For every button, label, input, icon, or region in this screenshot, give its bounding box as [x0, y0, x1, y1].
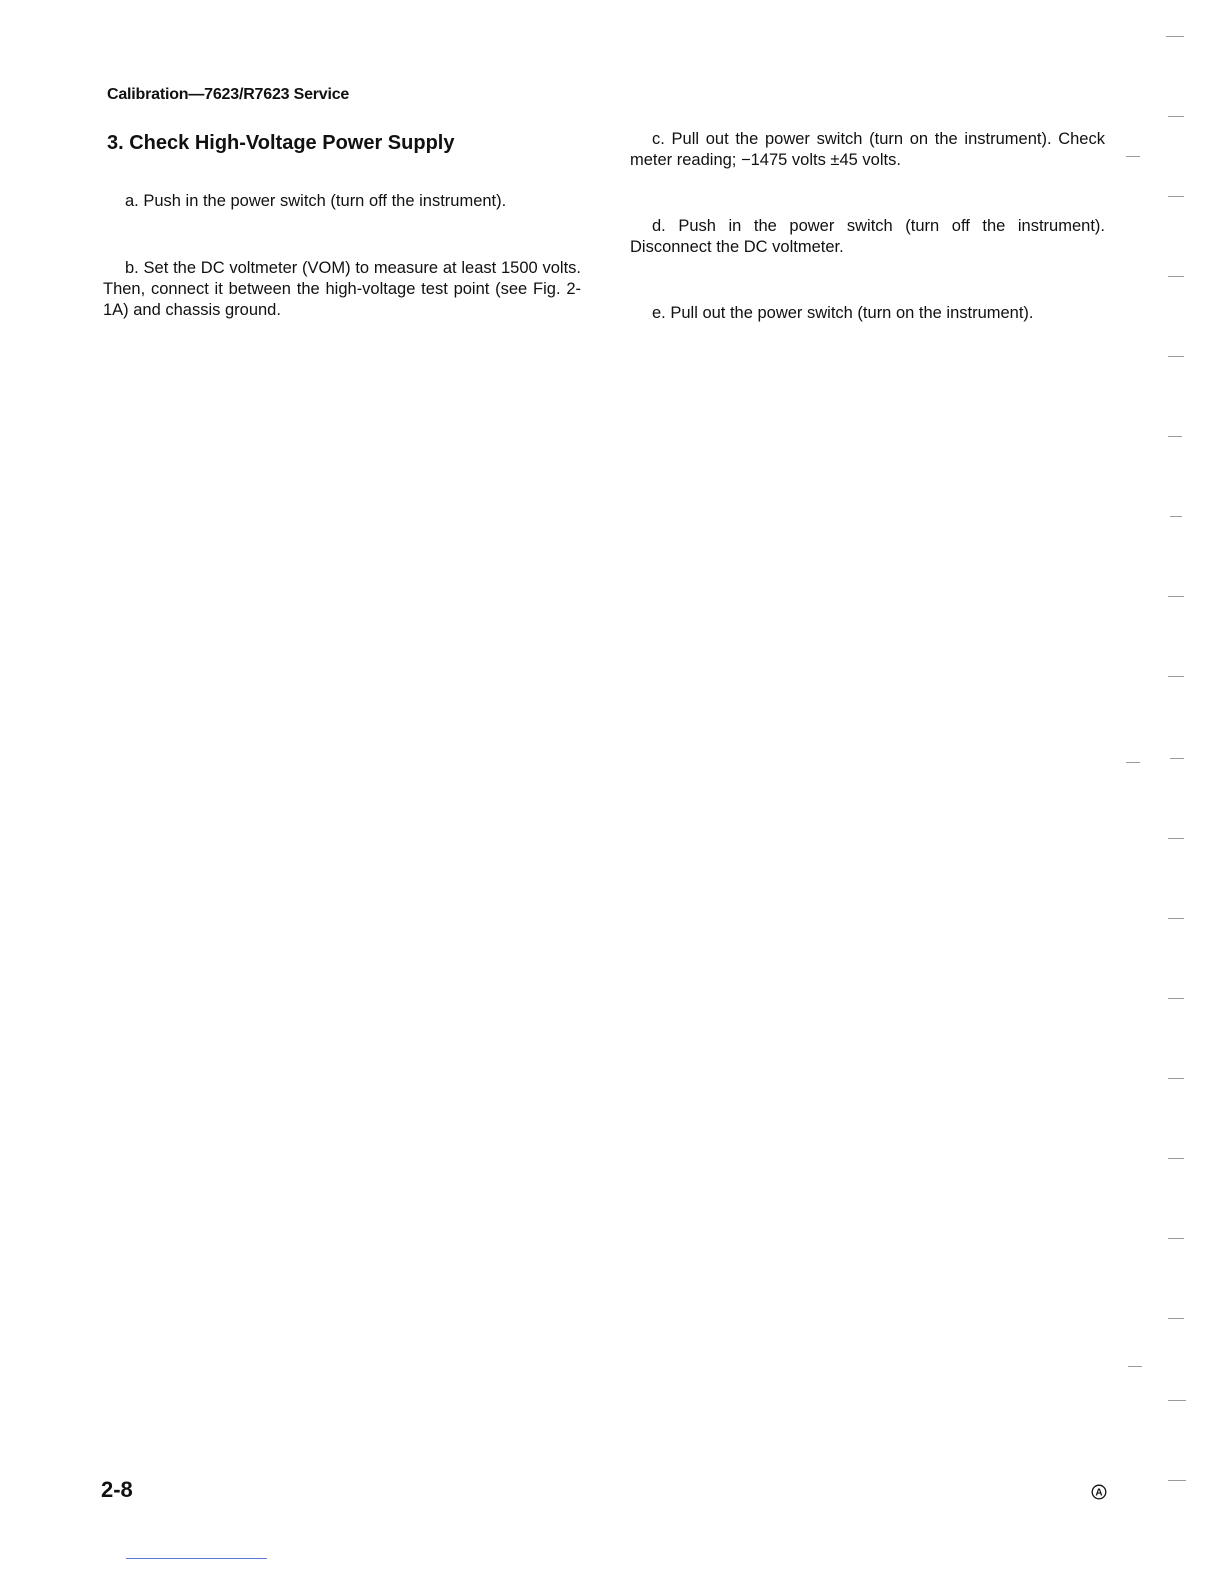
step-b: b. Set the DC voltmeter (VOM) to measure at least 1500 volts. Then, connect it between the high-voltage test point (see Fig. 2-1A) and chassis ground. — [103, 259, 581, 319]
section-title: 3. Check High-Voltage Power Supply — [107, 132, 455, 154]
step-c: c. Pull out the power switch (turn on the instrument). Check meter reading; −1475 volts ±45 volts. — [630, 130, 1105, 169]
step-d: d. Push in the power switch (turn off the instrument). Disconnect the DC voltmeter. — [630, 217, 1105, 256]
running-head: Calibration—7623/R7623 Service — [107, 86, 350, 103]
page-number: 2-8 — [101, 1477, 133, 1502]
revision-mark-letter: A — [1095, 1487, 1103, 1499]
step-e: e. Pull out the power switch (turn on the instrument). — [652, 304, 1034, 322]
left-column — [103, 128, 581, 319]
bottom-rule — [126, 1558, 267, 1559]
revision-mark-icon — [1091, 1484, 1107, 1500]
step-a: a. Push in the power switch (turn off the instrument). — [125, 192, 507, 210]
